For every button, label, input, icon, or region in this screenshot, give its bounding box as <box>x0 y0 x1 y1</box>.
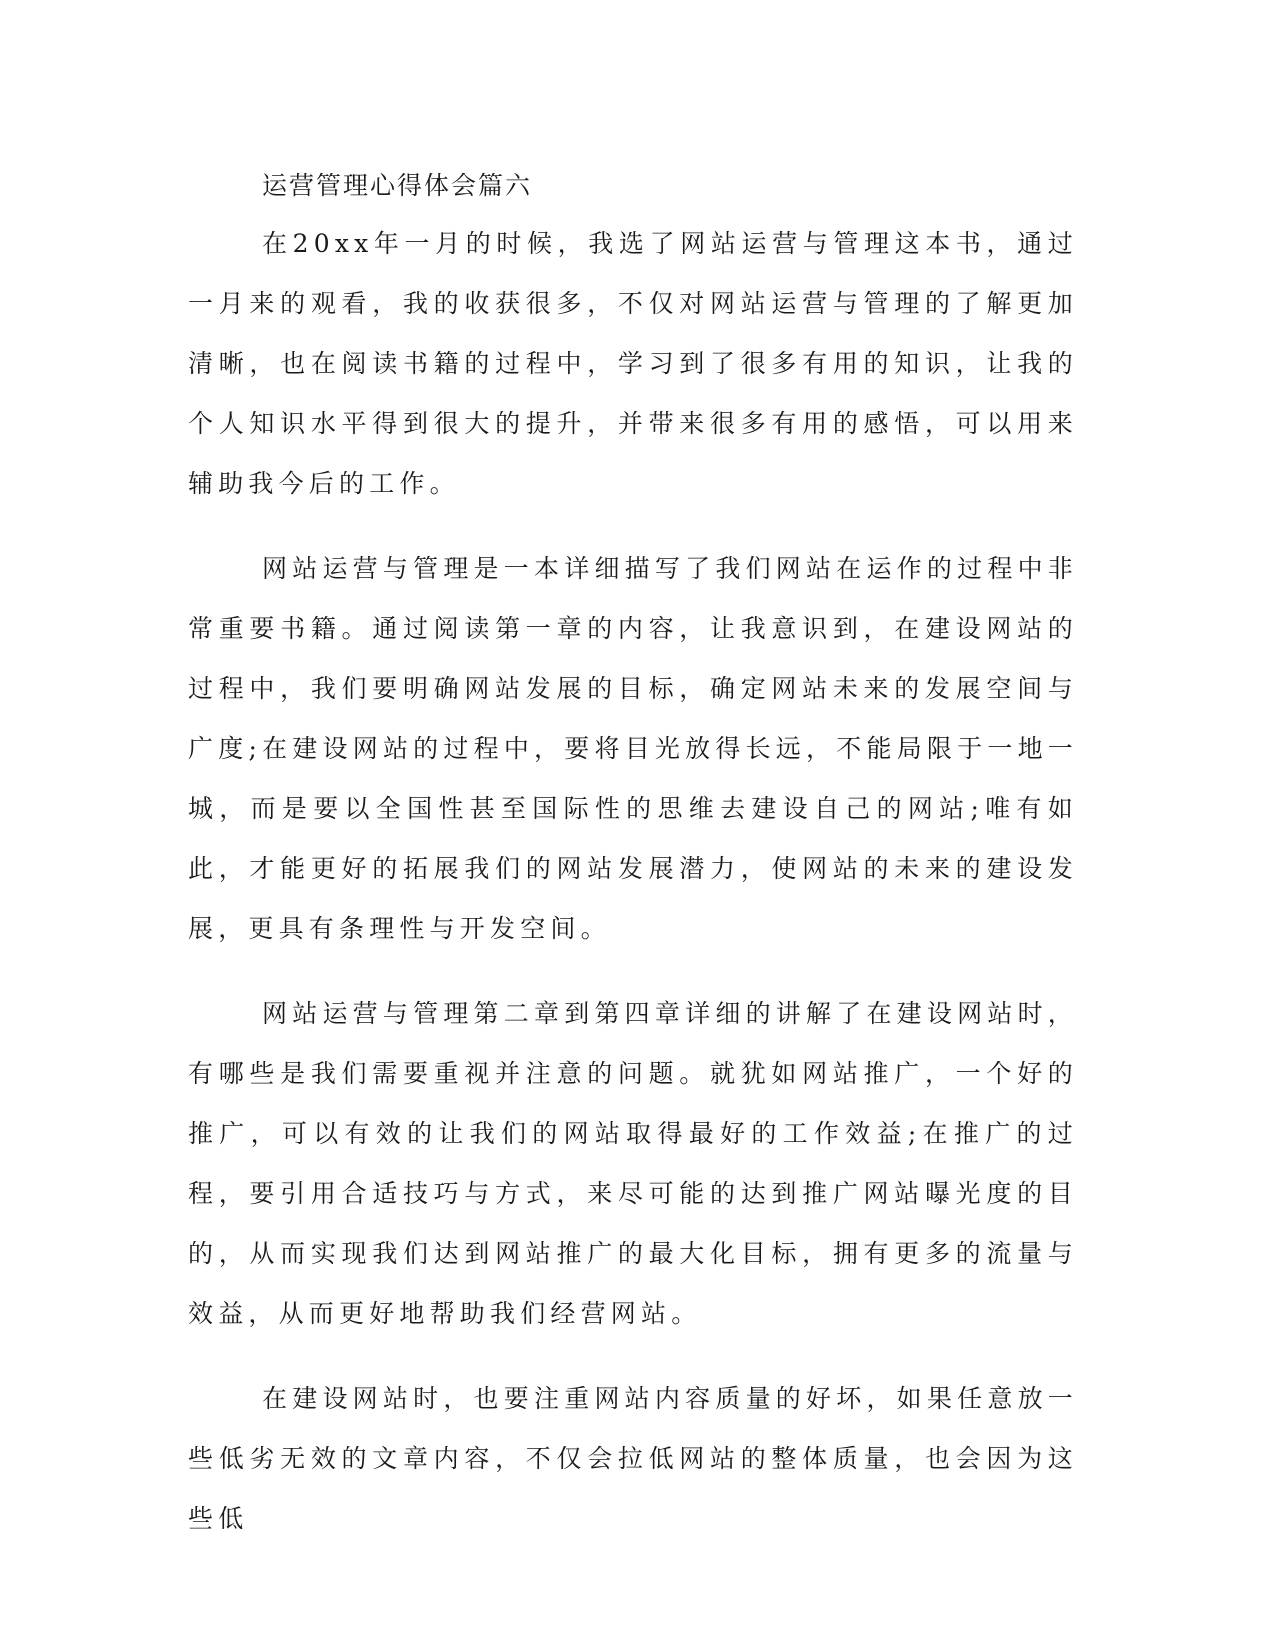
document-body <box>188 168 1078 1549</box>
document-title: 运营管理心得体会篇六 <box>262 171 533 200</box>
paragraph-2: 网站运营与管理是一本详细描写了我们网站在运作的过程中非常重要书籍。通过阅读第一章的内容，让我意识到，在建设网站的过程中，我们要明确网站发展的目标，确定网站未来的发展空间与广度;在建设网站的过程中，要将目光放得长远，不能局限于一地一城，而是要以全国性甚至国际性的思维去建设自己的网站;唯有如此，才能更好的拓展我们的网站发展潜力，使网站的未来的建设发展，更具有条理性与开发空间。 <box>188 554 1078 943</box>
paragraph-4: 在建设网站时，也要注重网站内容质量的好坏，如果任意放一些低劣无效的文章内容，不仅会拉低网站的整体质量，也会因为这些低 <box>188 1384 1078 1533</box>
paragraph-3: 网站运营与管理第二章到第四章详细的讲解了在建设网站时，有哪些是我们需要重视并注意的问题。就犹如网站推广，一个好的推广，可以有效的让我们的网站取得最好的工作效益;在推广的过程，要引用合适技巧与方式，来尽可能的达到推广网站曝光度的目的，从而实现我们达到网站推广的最大化目标，拥有更多的流量与效益，从而更好地帮助我们经营网站。 <box>188 999 1078 1328</box>
paragraph-1: 在20xx年一月的时候，我选了网站运营与管理这本书，通过一月来的观看，我的收获很多，不仅对网站运营与管理的了解更加清晰，也在阅读书籍的过程中，学习到了很多有用的知识，让我的个人知识水平得到很大的提升，并带来很多有用的感悟，可以用来辅助我今后的工作。 <box>188 229 1078 498</box>
